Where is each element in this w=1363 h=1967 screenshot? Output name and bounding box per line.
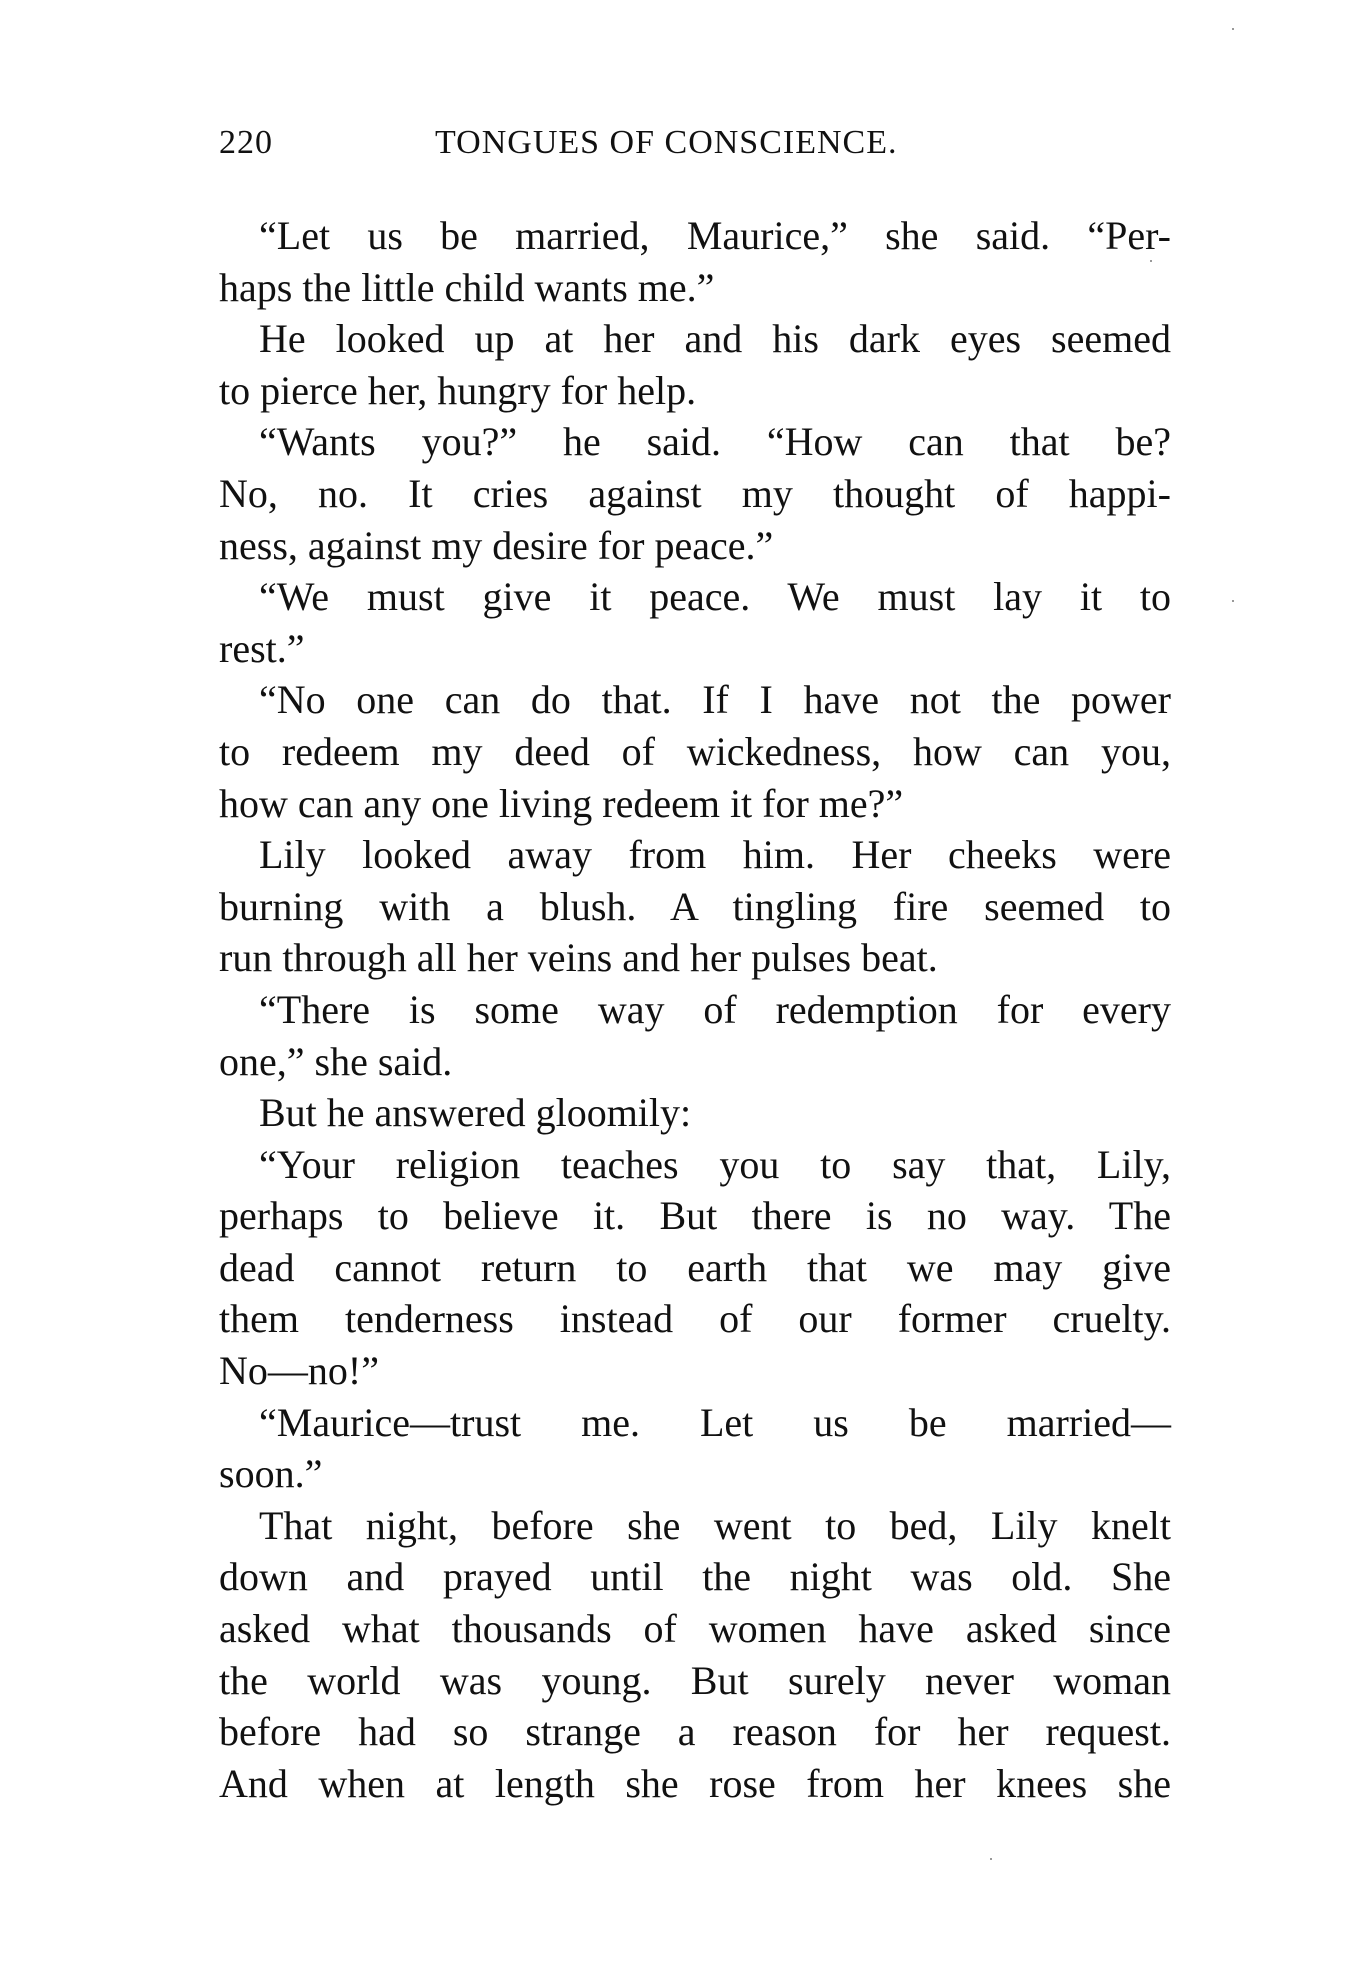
- page-number: 220: [219, 124, 273, 161]
- text-line: asked what thousands of women have asked since: [219, 1606, 1171, 1652]
- text-line: haps the little child wants me.”: [219, 264, 715, 310]
- text-line: No, no. It cries against my thought of happi-: [219, 470, 1171, 516]
- scan-speck: [1150, 260, 1152, 262]
- running-title: TONGUES OF CONSCIENCE.: [435, 124, 898, 161]
- text-line: before had so strange a reason for her request.: [219, 1709, 1171, 1755]
- text-line: burning with a blush. A tingling fire seemed to: [219, 883, 1171, 929]
- running-header: [219, 124, 1171, 174]
- text-line: “Let us be married, Maurice,” she said. “Per-: [259, 213, 1171, 258]
- text-line: down and prayed until the night was old. She: [219, 1554, 1171, 1600]
- text-line: how can any one living redeem it for me?”: [219, 780, 904, 826]
- text-line: them tenderness instead of our former cruelty.: [219, 1296, 1171, 1342]
- text-line: “We must give it peace. We must lay it to: [259, 574, 1171, 620]
- scan-speck: [1232, 28, 1234, 30]
- text-line: “Wants you?” he said. “How can that be?: [259, 419, 1171, 465]
- text-line: That night, before she went to bed, Lily knelt: [259, 1502, 1171, 1548]
- page-body-text: [219, 210, 1171, 1809]
- text-line: And when at length she rose from her knees she: [219, 1760, 1171, 1806]
- text-line: one,” she said.: [219, 1038, 453, 1084]
- text-line: run through all her veins and her pulses beat.: [219, 935, 938, 981]
- text-line: No—no!”: [219, 1348, 379, 1394]
- text-line: “Your religion teaches you to say that, Lily,: [259, 1141, 1171, 1187]
- text-line: But he answered gloomily:: [259, 1090, 692, 1136]
- text-line: to redeem my deed of wickedness, how can you,: [219, 728, 1171, 774]
- text-line: Lily looked away from him. Her cheeks were: [259, 832, 1171, 878]
- text-line: rest.”: [219, 625, 305, 671]
- text-line: dead cannot return to earth that we may give: [219, 1244, 1171, 1290]
- text-line: soon.”: [219, 1451, 323, 1497]
- text-line: ness, against my desire for peace.”: [219, 522, 774, 568]
- scan-speck: [990, 1858, 992, 1860]
- text-line: “Maurice—trust me. Let us be married—: [259, 1399, 1171, 1445]
- scan-speck: [1232, 600, 1234, 602]
- text-line: “No one can do that. If I have not the power: [259, 677, 1171, 723]
- text-line: the world was young. But surely never woman: [219, 1657, 1171, 1703]
- text-line: perhaps to believe it. But there is no way. The: [219, 1193, 1171, 1239]
- text-line: to pierce her, hungry for help.: [219, 367, 697, 413]
- text-line: “There is some way of redemption for every: [259, 986, 1171, 1032]
- text-line: He looked up at her and his dark eyes seemed: [259, 316, 1171, 362]
